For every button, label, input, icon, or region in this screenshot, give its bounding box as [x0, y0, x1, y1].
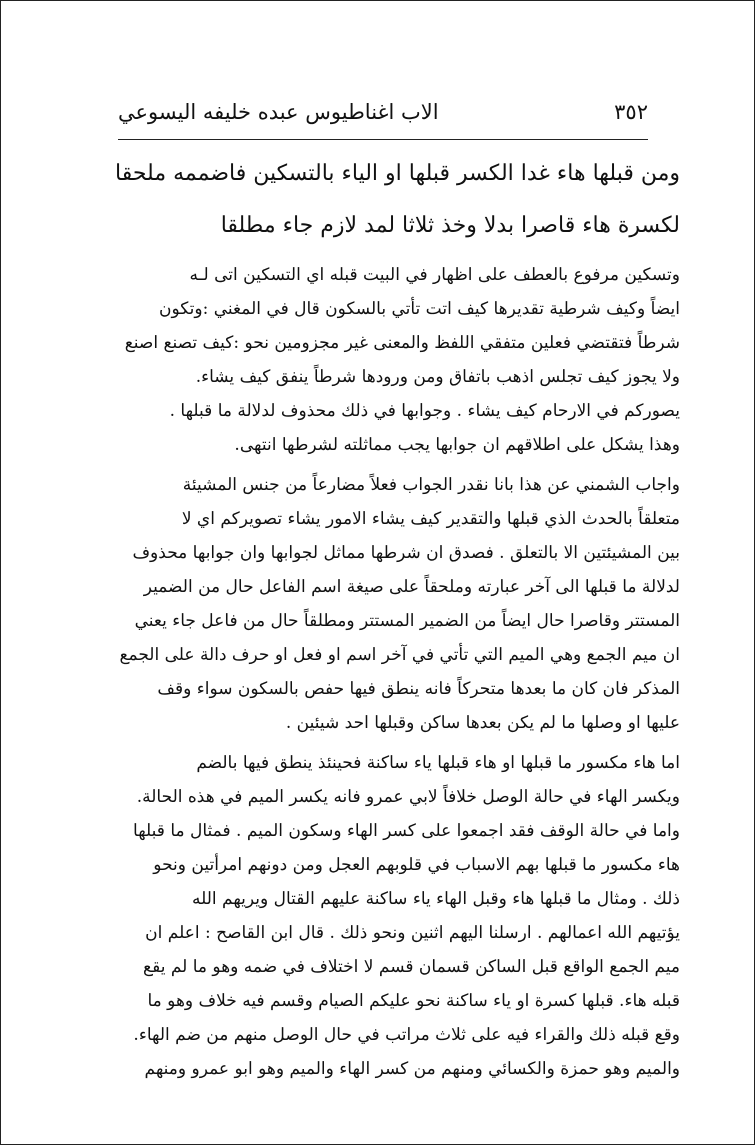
paragraph-1	[90, 258, 680, 462]
text-line: يصوركم في الارحام كيف يشاء . وجوابها في ذلك محذوف لدلالة ما قبلها .	[169, 401, 680, 421]
paragraph-2	[90, 468, 680, 740]
text-line: ان ميم الجمع وهي الميم التي تأتي في آخر اسم او فعل او حرف دالة على الجمع	[119, 645, 680, 665]
text-line: بين المشيئتين الا بالتعلق . فصدق ان شرطها مماثل لجوابها وان جوابها محذوف	[132, 543, 680, 563]
text-line: ذلك . ومثال ما قبلها هاء وقبل الهاء ياء ساكنة عليهم القتال ويريهم الله	[191, 889, 680, 909]
text-line: اما هاء مكسور ما قبلها او هاء قبلها ياء ساكنة فحينئذ ينطق فيها بالضم	[196, 753, 680, 773]
text-line: وتسكين مرفوع بالعطف على اظهار في البيت قبله اي التسكين اتى لـه	[189, 265, 680, 285]
text-line: عليها او وصلها ما لم يكن بعدها ساكن وقبلها احد شيئين .	[285, 713, 680, 733]
text-line: ولا يجوز كيف تجلس اذهب باتفاق ومن ورودها شرطاً ينفق كيف يشاء.	[195, 367, 680, 387]
verse-line: ومن قبلها هاء غدا الكسر قبلها او الياء بالتسكين فاضممه ملحقا	[115, 161, 680, 186]
text-line: والميم وهو حمزة والكسائي ومنهم من كسر الهاء والميم وهو ابو عمرو ومنهم	[144, 1059, 680, 1079]
body-text	[90, 148, 680, 1086]
text-line: وقع قبله ذلك والقراء فيه على ثلاث مراتب في حال الوصل منهم من ضم الهاء.	[133, 1025, 680, 1045]
header-rule	[118, 139, 648, 140]
text-line: واجاب الشمني عن هذا بانا نقدر الجواب فعلاً مضارعاً من جنس المشيئة	[182, 475, 680, 495]
text-line: وهذا يشكل على اطلاقهم ان جوابها يجب مماثلته لشرطها انتهى.	[234, 435, 680, 455]
text-line: ويكسر الهاء في حالة الوصل خلافاً لابي عمرو فانه يكسر الميم في هذه الحالة.	[136, 787, 680, 807]
page-number: ٣٥٢	[614, 100, 648, 124]
text-line: المستتر وقاصرا حال ايضاً من الضمير المستتر ومطلقاً حال من فاعل جاء يعني	[134, 611, 680, 631]
verse-line: لكسرة هاء قاصرا بدلا وخذ ثلاثا لمد لازم جاء مطلقا	[220, 213, 680, 238]
text-line: يؤتيهم الله اعمالهم . ارسلنا اليهم اثنين ونحو ذلك . قال ابن القاصح : اعلم ان	[145, 923, 680, 943]
paragraph-3	[90, 746, 680, 1086]
page-header	[118, 96, 648, 136]
text-line: واما في حالة الوقف فقد اجمعوا على كسر الهاء وسكون الميم . فمثال ما قبلها	[133, 821, 680, 841]
text-line: ميم الجمع الواقع قبل الساكن قسمان قسم لا اختلاف في ضمه وهو ما لم يقع	[143, 957, 680, 977]
text-line: قبله هاء. قبلها كسرة او ياء ساكنة نحو عليكم الصيام وقسم فيه خلاف وهو ما	[147, 991, 680, 1011]
text-line: ايضاً وكيف شرطية تقديرها كيف اتت تأتي بالسكون قال في المغني :وتكون	[159, 299, 680, 319]
text-line: المذكر فان كان ما بعدها متحركاً فانه ينطق فيها حفص بالسكون سواء وقف	[157, 679, 680, 699]
text-line: شرطاً فتقتضي فعلين متفقي اللفظ والمعنى غير مجزومين نحو :كيف تصنع اصنع	[124, 333, 680, 353]
text-line: متعلقاً بالحدث الذي قبلها والتقدير كيف يشاء الامور يشاء تصويركم اي لا	[181, 509, 680, 529]
verse-block	[90, 148, 680, 252]
text-line: لدلالة ما قبلها الى آخر عبارته وملحقاً على صيغة اسم الفاعل حال من الضمير	[143, 577, 680, 597]
text-line: هاء مكسور ما قبلها بهم الاسباب في قلوبهم العجل ومن دونهم امرأتين ونحو	[153, 855, 680, 875]
running-title: الاب اغناطيوس عبده خليفه اليسوعي	[118, 100, 439, 124]
